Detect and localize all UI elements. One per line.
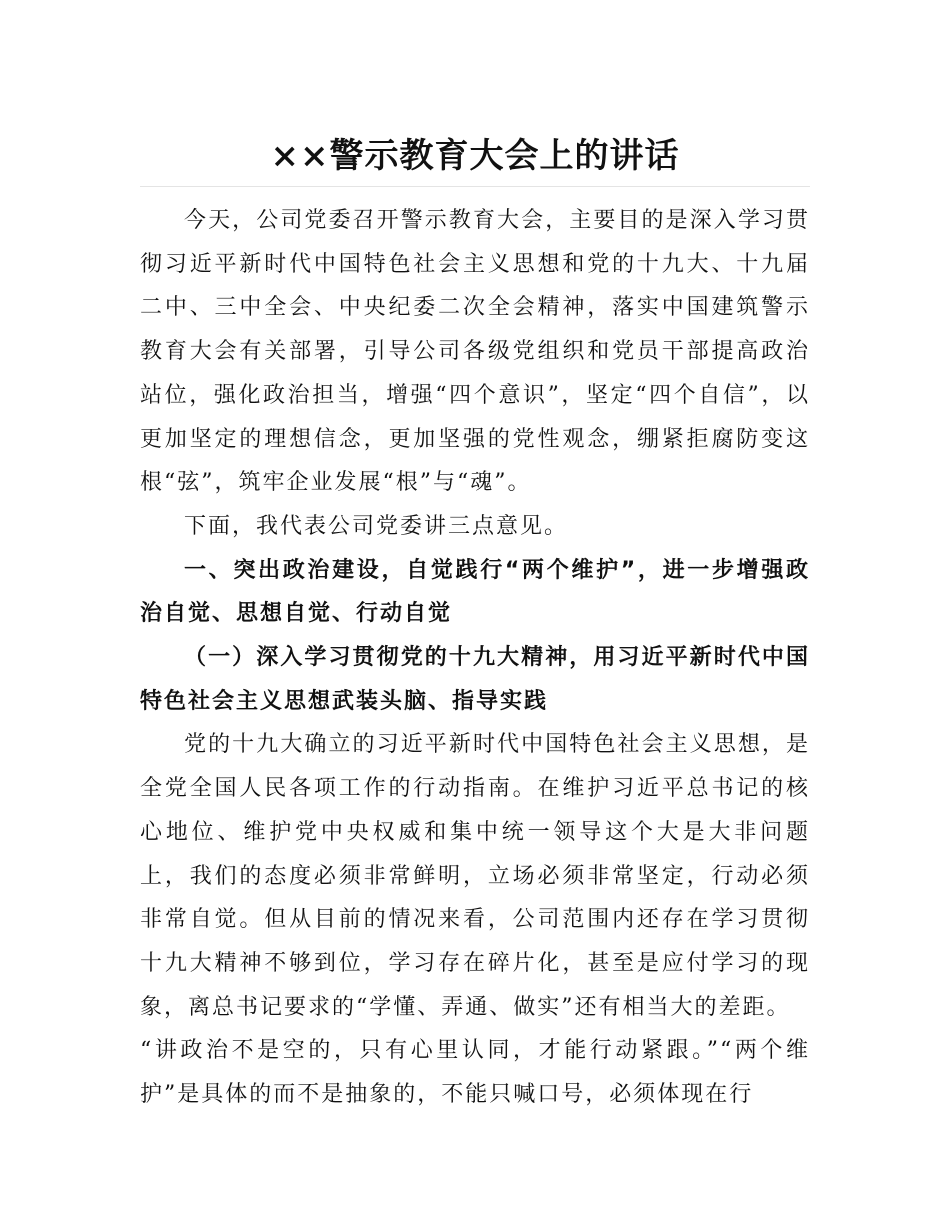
paragraph-overview: 下面，我代表公司党委讲三点意见。 <box>184 513 569 539</box>
title-divider <box>140 186 810 187</box>
paragraph-body-2: “讲政治不是空的，只有心里认同，才能行动紧跟。”“两个维护”是具体的而不是抽象的，不能只喊口号，必须体现在行 <box>140 1038 810 1108</box>
subsection-heading-1-1: （一）深入学习贯彻党的十九大精神，用习近平新时代中国特色社会主义思想武装头脑、指导实践 <box>140 645 810 714</box>
document-page <box>140 130 810 1117</box>
section-heading-1: 一、突出政治建设，自觉践行“两个维护”，进一步增强政治自觉、思想自觉、行动自觉 <box>140 557 810 627</box>
document-title: ××警示教育大会上的讲话 <box>270 136 680 176</box>
paragraph-body-1: 党的十九大确立的习近平新时代中国特色社会主义思想，是全党全国人民各项工作的行动指南。在维护习近平总书记的核心地位、维护党中央权威和集中统一领导这个大是大非问题上，我们的态度必须非常鲜明，立场必须非常坚定，行动必须非常自觉。但从目前的情况来看，公司范围内还存在学习贯彻十九大精神不够到位，学习存在碎片化，甚至是应付学习的现象，离总书记要求的“学懂、弄通、做实”还有相当大的差距。 <box>140 732 810 1020</box>
paragraph-intro: 今天，公司党委召开警示教育大会，主要目的是深入学习贯彻习近平新时代中国特色社会主义思想和党的十九大、十九届二中、三中全会、中央纪委二次全会精神，落实中国建筑警示教育大会有关部署，引导公司各级党组织和党员干部提高政治站位，强化政治担当，增强“四个意识”，坚定“四个自信”，以更加坚定的理想信念，更加坚强的党性观念，绷紧拒腐防变这根“弦”，筑牢企业发展“根”与“魂”。 <box>140 208 810 496</box>
document-body <box>140 199 810 1117</box>
